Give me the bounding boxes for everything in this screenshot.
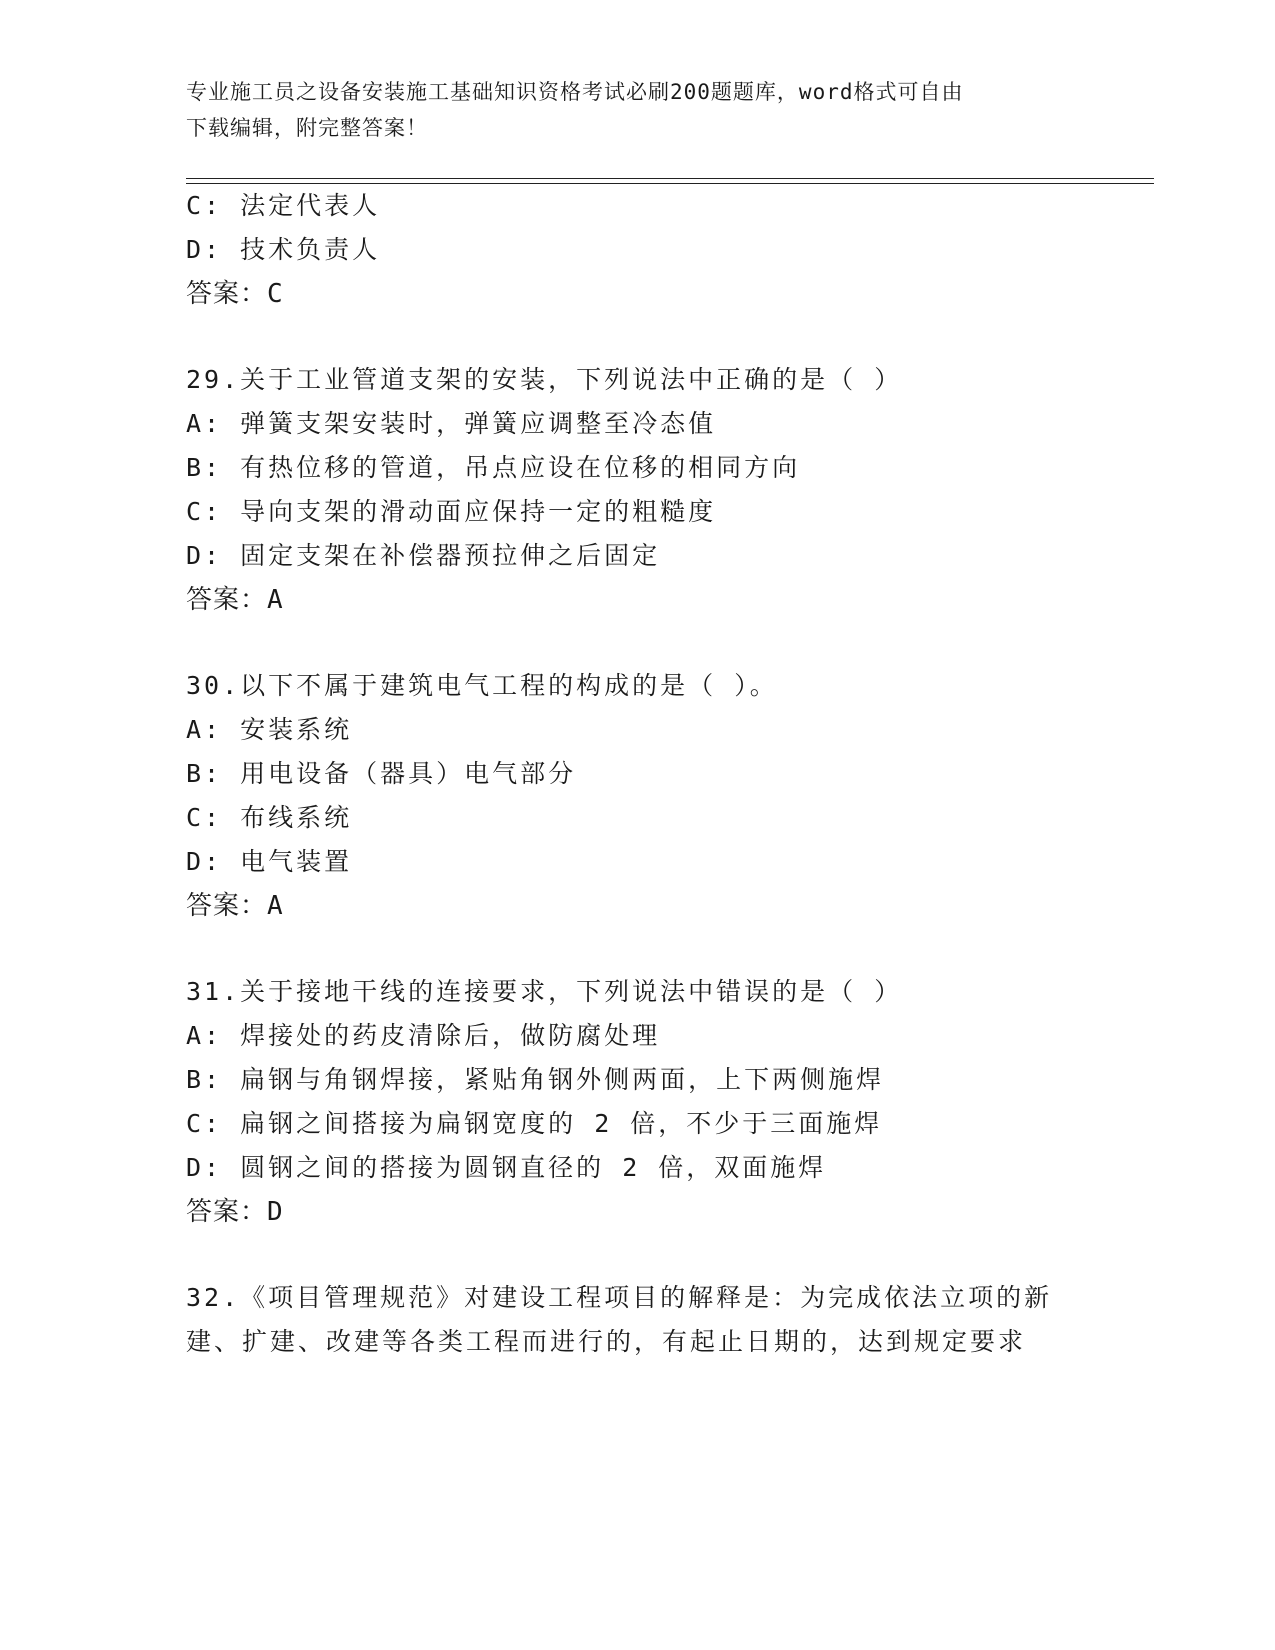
header-divider-bottom (186, 183, 1154, 184)
q28-answer (186, 276, 284, 312)
answer-value: A (267, 891, 284, 921)
q28-option-d: D: 技术负责人 (186, 235, 381, 264)
q29-option-b: B: 有热位移的管道，吊点应设在位移的相同方向 (186, 453, 801, 482)
q29-option-c: C: 导向支架的滑动面应保持一定的粗糙度 (186, 497, 717, 526)
document-header (186, 74, 1086, 146)
q31-option-d: D: 圆钢之间的搭接为圆钢直径的 2 倍，双面施焊 (186, 1153, 827, 1182)
answer-label: 答案： (186, 279, 268, 309)
header-line-1: 专业施工员之设备安装施工基础知识资格考试必刷200题题库，word格式可自由 (186, 80, 964, 104)
q29-stem: 29.关于工业管道支架的安装，下列说法中正确的是（ ） (186, 365, 903, 394)
q30-option-b: B: 用电设备（器具）电气部分 (186, 759, 577, 788)
answer-label: 答案： (186, 1197, 268, 1227)
q32-stem-line-1: 32.《项目管理规范》对建设工程项目的解释是：为完成依法立项的新 (186, 1283, 1053, 1312)
q29-answer (186, 582, 284, 618)
q29-option-a: A: 弹簧支架安装时，弹簧应调整至冷态值 (186, 409, 717, 438)
header-divider-top (186, 178, 1154, 179)
answer-value: C (267, 279, 284, 309)
header-line-2: 下载编辑，附完整答案！ (186, 116, 428, 140)
answer-value: D (267, 1197, 284, 1227)
answer-label: 答案： (186, 891, 268, 921)
q30-option-c: C: 布线系统 (186, 803, 353, 832)
q29-option-d: D: 固定支架在补偿器预拉伸之后固定 (186, 541, 661, 570)
q31-option-c: C: 扁钢之间搭接为扁钢宽度的 2 倍，不少于三面施焊 (186, 1109, 883, 1138)
q30-option-a: A: 安装系统 (186, 715, 353, 744)
q30-stem: 30.以下不属于建筑电气工程的构成的是（ ）。 (186, 671, 778, 700)
q30-option-d: D: 电气装置 (186, 847, 353, 876)
q31-option-b: B: 扁钢与角钢焊接，紧贴角钢外侧两面，上下两侧施焊 (186, 1065, 885, 1094)
q31-stem: 31.关于接地干线的连接要求，下列说法中错误的是（ ） (186, 977, 903, 1006)
q31-option-a: A: 焊接处的药皮清除后，做防腐处理 (186, 1021, 661, 1050)
q31-answer (186, 1194, 284, 1230)
answer-value: A (267, 585, 284, 615)
q30-answer (186, 888, 284, 924)
answer-label: 答案： (186, 585, 268, 615)
q32-stem-line-2: 建、扩建、改建等各类工程而进行的，有起止日期的，达到规定要求 (186, 1327, 1027, 1356)
q28-option-c: C: 法定代表人 (186, 191, 381, 220)
